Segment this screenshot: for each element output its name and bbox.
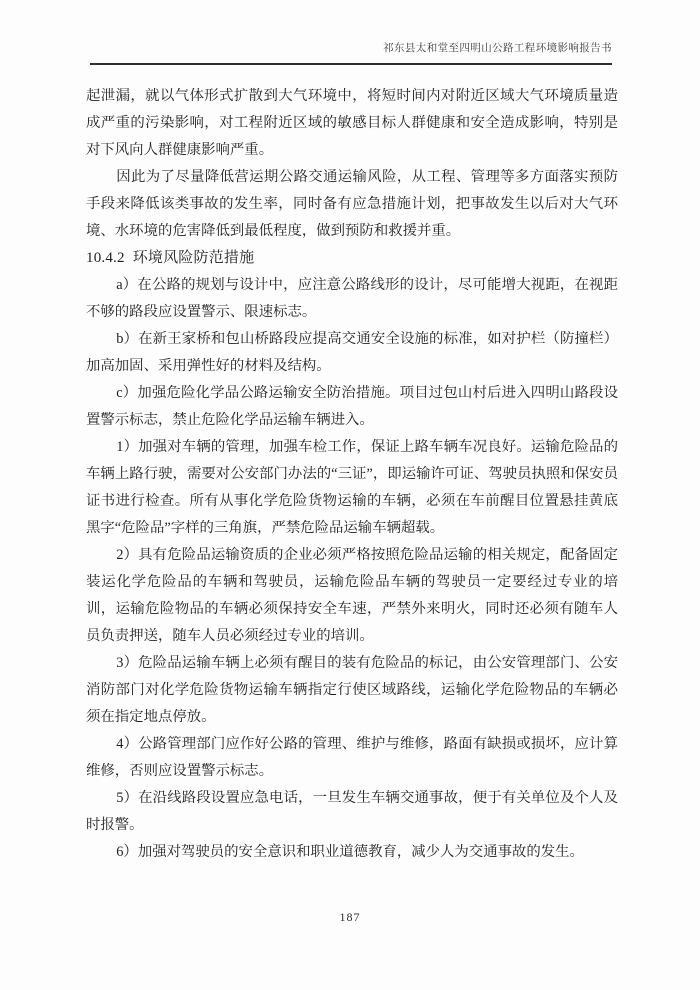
page-number: 187 [339, 910, 361, 924]
paragraph-measure-6: 6）加强对驾驶员的安全意识和职业道德教育，减少人为交通事故的发生。 [116, 844, 584, 860]
paragraph-measure-5: 5）在沿线路段设置应急电话，一旦发生车辆交通事故，便于有关单位及个人及时报警。 [86, 790, 618, 833]
page-footer [0, 910, 700, 925]
paragraph-measure-2: 2）具有危险品运输资质的企业必须严格按照危险品运输的相关规定，配备固定装运化学危险品的车辆和驾驶员，运输危险品车辆的驾驶员一定要经过专业的培训，运输危险物品的车辆必须保持安全车速，严禁外来明火，同时还必须有随车人员负责押送，随车人员必须经过专业的培训。 [86, 547, 618, 644]
paragraph-measure-a: a）在公路的规划与设计中，应注意公路线形的设计，尽可能增大视距，在视距不够的路段应设置警示、限速标志。 [86, 277, 618, 320]
header-rule [90, 63, 612, 65]
document-body [86, 83, 618, 866]
header-report-title: 祁东县太和堂至四明山公路工程环境影响报告书 [383, 43, 612, 54]
paragraph-measure-4: 4）公路管理部门应作好公路的管理、维护与维修，路面有缺损或损坏，应计算维修，否则应设置警示标志。 [86, 736, 618, 779]
section-heading [86, 245, 618, 272]
paragraph-intro-1: 起泄漏，就以气体形式扩散到大气环境中，将短时间内对附近区域大气环境质量造成严重的污染影响，对工程附近区域的敏感目标人群健康和安全造成影响，特别是对下风向人群健康影响严重。 [86, 88, 618, 158]
paragraph-intro-2: 因此为了尽量降低营运期公路交通运输风险，从工程、管理等多方面落实预防手段来降低该类事故的发生率，同时备有应急措施计划，把事故发生以后对大气环境、水环境的危害降低到最低程度，做到预防和救援并重。 [86, 169, 618, 239]
page-header [90, 40, 612, 55]
section-heading-title: 环境风险防范措施 [132, 250, 255, 266]
section-heading-number: 10.4.2 [86, 250, 125, 266]
paragraph-measure-c: c）加强危险化学品公路运输安全防治措施。项目过包山村后进入四明山路段设置警示标志，禁止危险化学品运输车辆进入。 [86, 385, 618, 428]
paragraph-measure-1: 1）加强对车辆的管理，加强车检工作，保证上路车辆车况良好。运输危险品的车辆上路行驶，需要对公安部门办法的“三证”，即运输许可证、驾驶员执照和保安员证书进行检查。所有从事化学危险货物运输的车辆，必须在车前醒目位置悬挂黄底黑字“危险品”字样的三角旗，严禁危险品运输车辆超载。 [86, 439, 618, 536]
paragraph-measure-3: 3）危险品运输车辆上必须有醒目的装有危险品的标记，由公安管理部门、公安消防部门对化学危险货物运输车辆指定行使区域路线，运输化学危险物品的车辆必须在指定地点停放。 [86, 655, 618, 725]
paragraph-measure-b: b）在新王家桥和包山桥路段应提高交通安全设施的标准，如对护栏（防撞栏）加高加固、采用弹性好的材料及结构。 [86, 331, 618, 374]
